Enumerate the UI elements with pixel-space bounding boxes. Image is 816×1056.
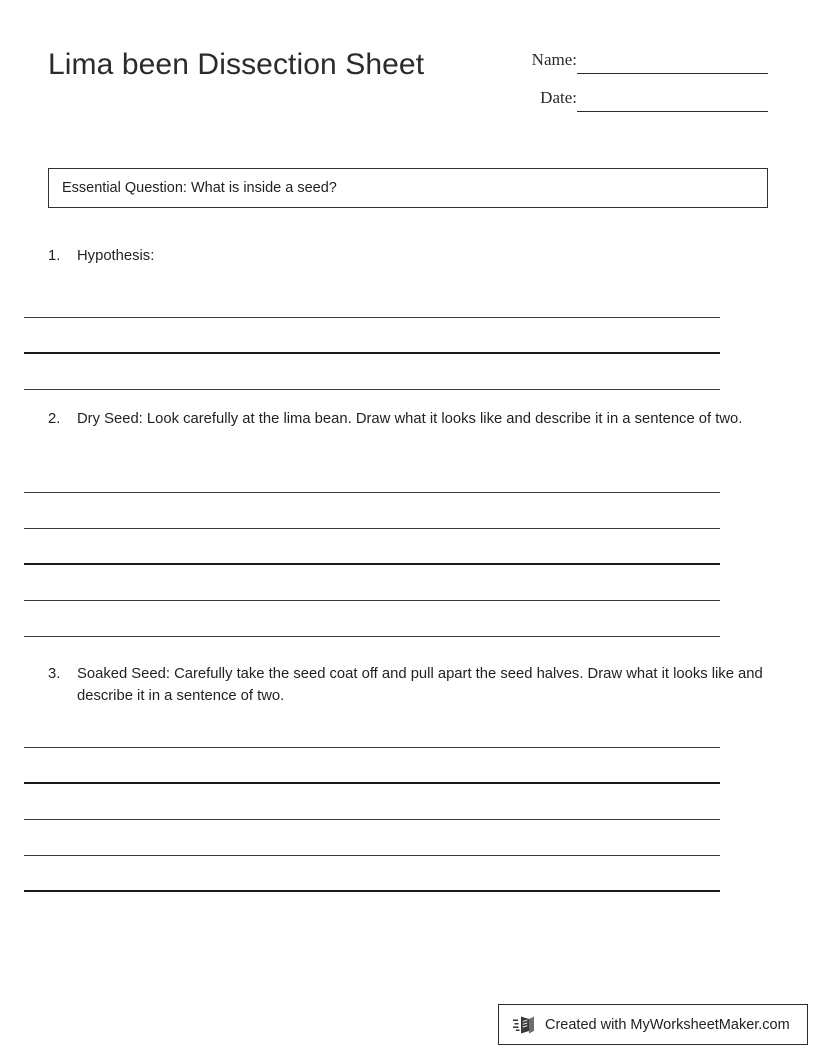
- answer-line[interactable]: [24, 282, 720, 318]
- name-date-block: [518, 40, 768, 116]
- worksheet-item-2: [48, 408, 768, 430]
- item-3-prompt: Soaked Seed: Carefully take the seed coat off and pull apart the seed halves. Draw what it looks like and describe it in a sentence of two.: [77, 666, 763, 704]
- item-1-prompt: Hypothesis:: [77, 248, 155, 264]
- item-3-number: 3.: [48, 666, 61, 682]
- answer-line[interactable]: [24, 712, 720, 748]
- item-2-prompt: Dry Seed: Look carefully at the lima bean. Draw what it looks like and describe it in a sentence of two.: [77, 411, 743, 427]
- date-input-line[interactable]: [577, 111, 768, 112]
- answer-line[interactable]: [24, 748, 720, 784]
- date-field-row: [518, 78, 768, 116]
- answer-line[interactable]: [24, 493, 720, 529]
- item-1-heading: [48, 245, 768, 267]
- item-2-number: 2.: [48, 411, 61, 427]
- answer-line[interactable]: [24, 820, 720, 856]
- essential-question-box: [48, 168, 768, 208]
- answer-line[interactable]: [24, 784, 720, 820]
- item-3-heading: [48, 663, 768, 707]
- created-with-badge[interactable]: [498, 1004, 808, 1045]
- name-input-line[interactable]: [577, 73, 768, 74]
- date-field-label: Date:: [540, 88, 577, 107]
- name-field-label: Name:: [531, 50, 577, 69]
- answer-line[interactable]: [24, 565, 720, 601]
- answer-line[interactable]: [24, 354, 720, 390]
- page-title: Lima been Dissection Sheet: [48, 48, 425, 81]
- worksheet-header: [48, 40, 768, 130]
- name-field-row: [518, 40, 768, 78]
- worksheet-item-1: [48, 245, 768, 267]
- item-2-heading: [48, 408, 768, 430]
- myworksheetmaker-logo-icon: [513, 1015, 537, 1035]
- answer-line[interactable]: [24, 318, 720, 354]
- item-1-answer-lines: [24, 282, 720, 390]
- answer-line[interactable]: [24, 601, 720, 637]
- essential-question-text: Essential Question: What is inside a seed?: [62, 180, 337, 196]
- answer-line[interactable]: [24, 457, 720, 493]
- created-with-label: Created with MyWorksheetMaker.com: [545, 1016, 790, 1033]
- item-2-answer-lines: [24, 457, 720, 637]
- item-1-number: 1.: [48, 248, 61, 264]
- worksheet-item-3: [48, 663, 768, 707]
- item-3-answer-lines: [24, 712, 720, 892]
- answer-line[interactable]: [24, 856, 720, 892]
- answer-line[interactable]: [24, 529, 720, 565]
